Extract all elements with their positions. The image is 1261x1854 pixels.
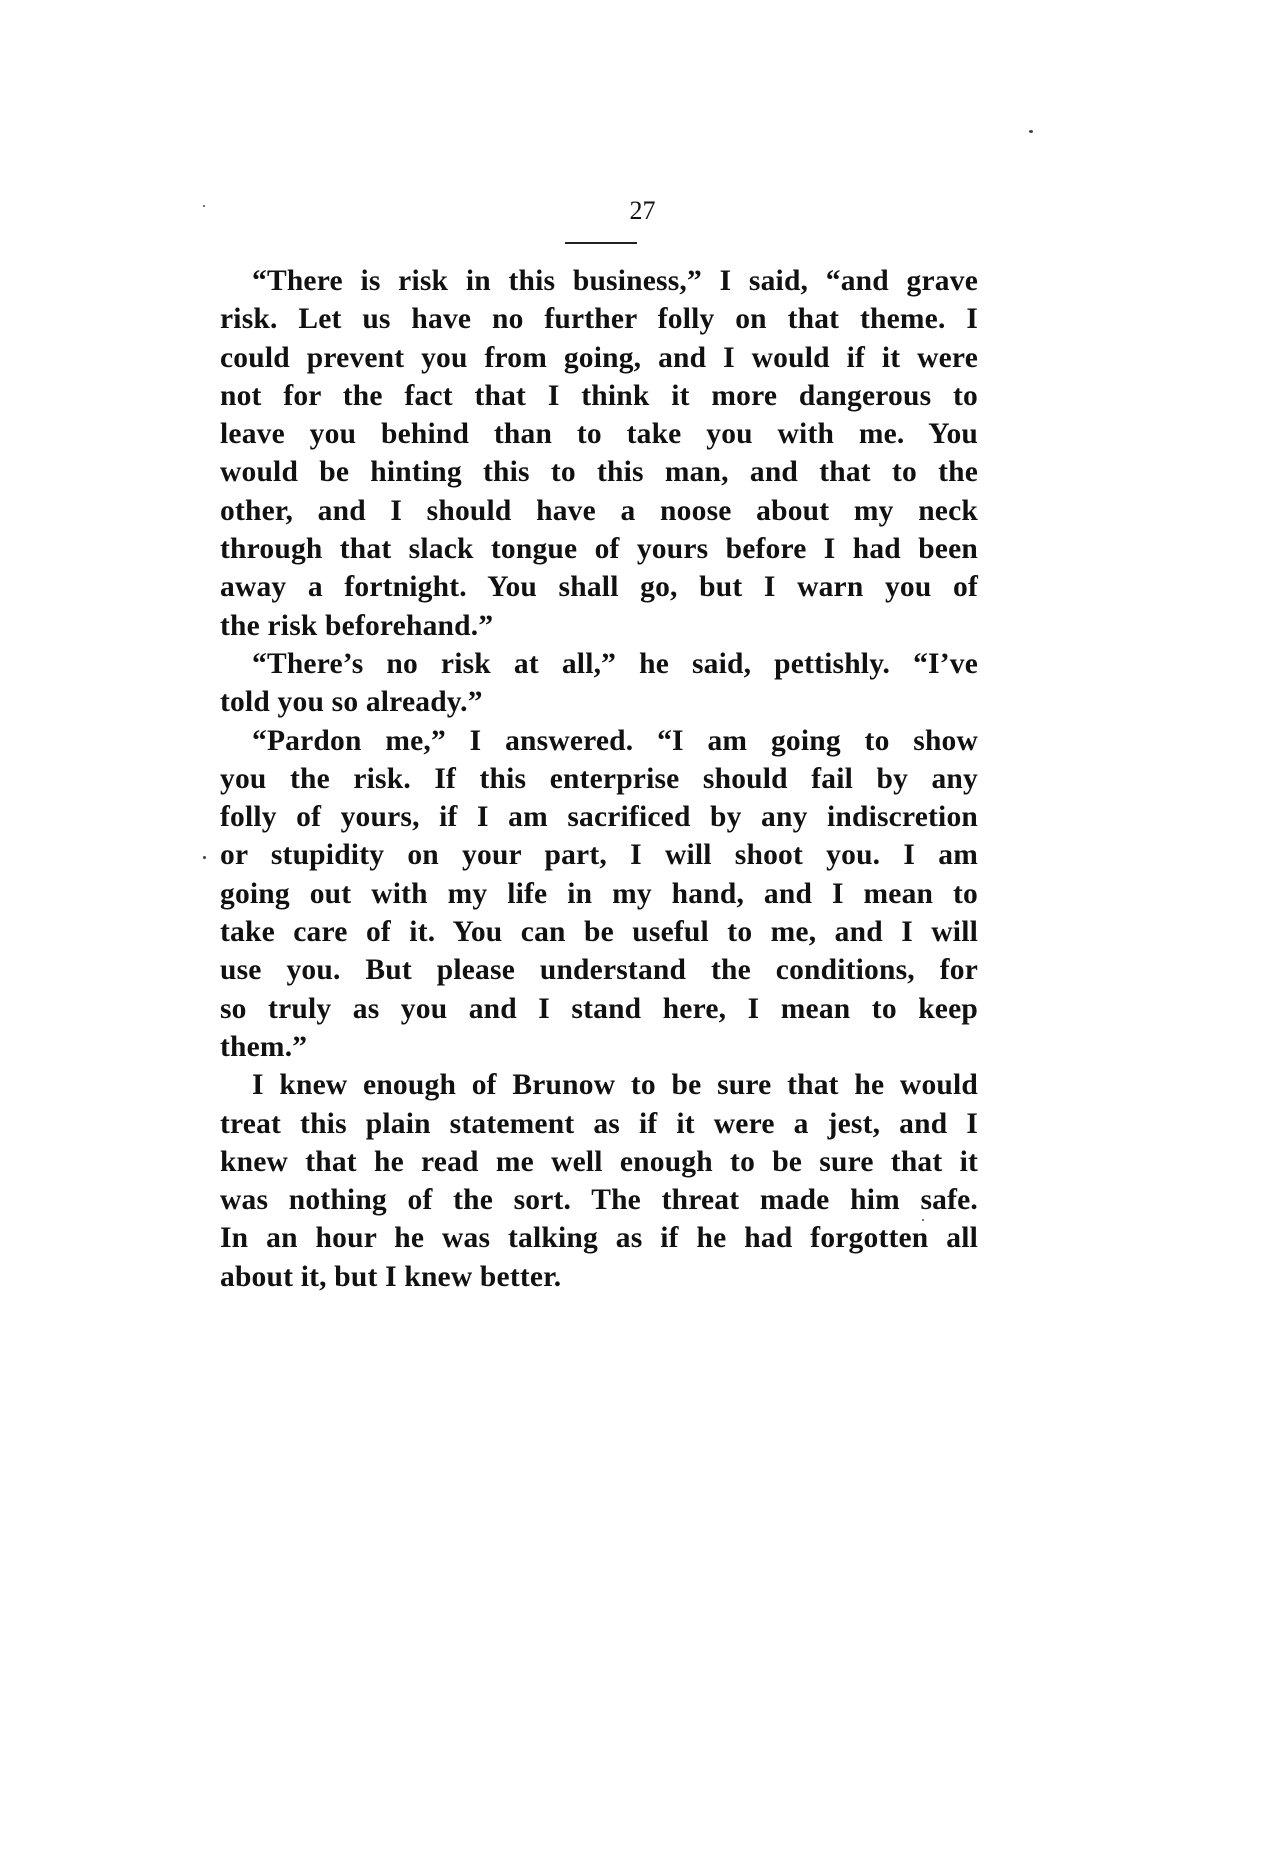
text-line: knew that he read me well enough to be sure that it: [220, 1145, 978, 1178]
text-line: so truly as you and I stand here, I mean to keep: [220, 992, 978, 1025]
text-line: risk. Let us have no further folly on that theme. I: [220, 303, 978, 336]
text-line: was nothing of the sort. The threat made him safe.: [220, 1184, 978, 1217]
text-line: away a fortnight. You shall go, but I warn you of: [220, 571, 978, 604]
text-line: folly of yours, if I am sacrificed by any indiscretion: [220, 801, 978, 834]
text-line: you the risk. If this enterprise should fail by any: [220, 762, 978, 795]
scan-speck: [203, 856, 206, 859]
text-line: leave you behind than to take you with me. You: [220, 418, 978, 451]
text-line: about it, but I knew better.: [220, 1260, 562, 1293]
text-line: not for the fact that I think it more dangerous to: [220, 379, 978, 412]
text-line: could prevent you from going, and I would if it were: [220, 341, 978, 374]
text-line: them.”: [220, 1030, 308, 1063]
page-number: 27: [629, 196, 656, 225]
text-line: “There is risk in this business,” I said, “and grave: [252, 265, 978, 297]
text-line: would be hinting this to this man, and that to the: [220, 456, 978, 489]
paragraph-1: [220, 262, 978, 645]
text-line: I knew enough of Brunow to be sure that he would: [252, 1069, 978, 1102]
text-line: told you so already.”: [220, 686, 483, 719]
scan-speck: [922, 1219, 924, 1221]
page-number-rule: [565, 242, 637, 244]
scan-speck: [1029, 130, 1033, 133]
text-line: treat this plain statement as if it were a jest, and I: [220, 1107, 978, 1140]
text-line: “There’s no risk at all,” he said, pettishly. “I’ve: [252, 647, 978, 680]
paragraph-3: [220, 722, 978, 1067]
scan-speck: [203, 205, 205, 207]
body-text: [220, 262, 978, 1296]
text-line: other, and I should have a noose about my neck: [220, 494, 978, 527]
paragraph-4: [220, 1066, 978, 1296]
text-line: take care of it. You can be useful to me, and I will: [220, 916, 978, 949]
text-line: In an hour he was talking as if he had forgotten all: [220, 1222, 978, 1255]
text-line: use you. But please understand the conditions, for: [220, 954, 978, 987]
text-line: or stupidity on your part, I will shoot you. I am: [220, 839, 978, 872]
text-line: through that slack tongue of yours before I had been: [220, 533, 978, 566]
text-line: going out with my life in my hand, and I mean to: [220, 877, 978, 910]
text-line: the risk beforehand.”: [220, 609, 494, 642]
paragraph-2: [220, 645, 978, 722]
text-line: “Pardon me,” I answered. “I am going to show: [252, 724, 978, 757]
